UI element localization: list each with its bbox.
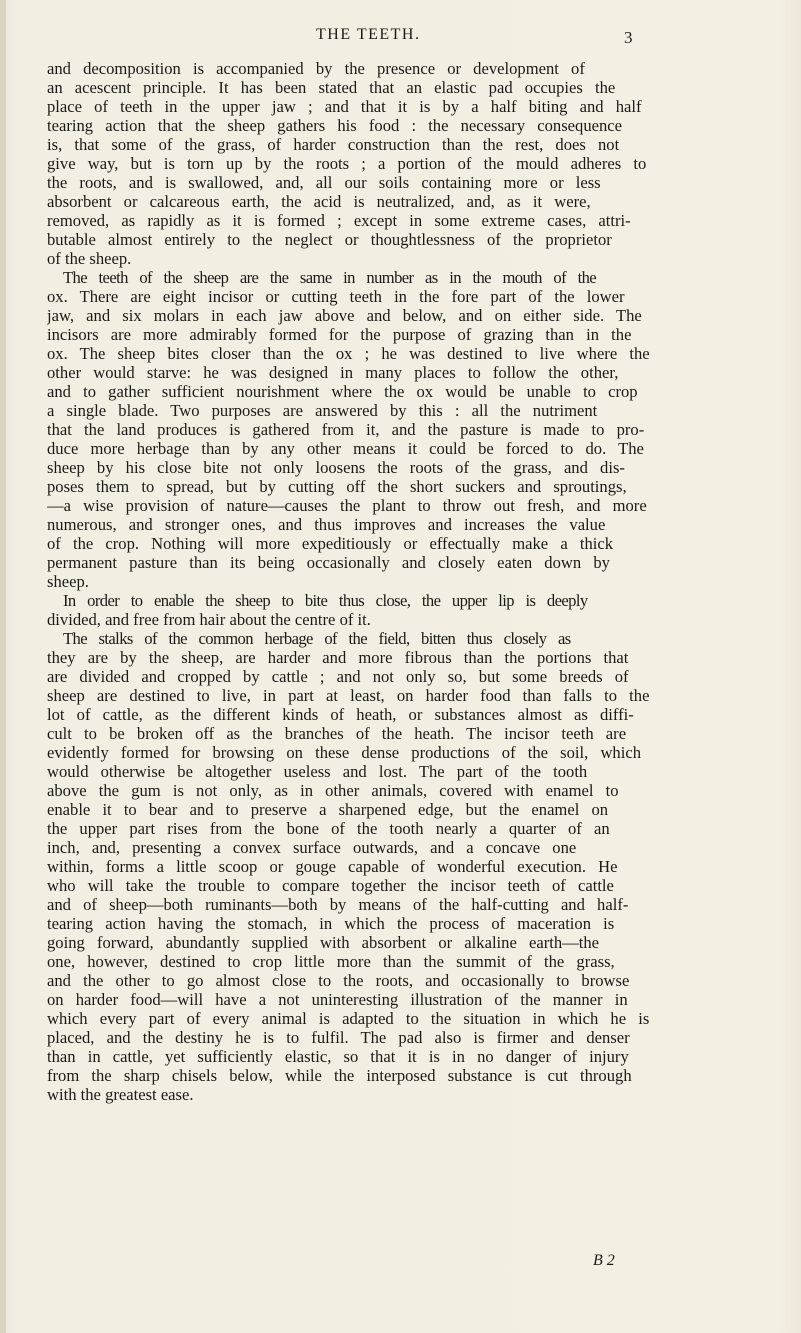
text-line: than in cattle, yet sufficiently elastic, so that it is in no danger of injury [47,1047,629,1066]
text-line: place of teeth in the upper jaw ; and that it is by a half biting and half [47,97,642,116]
text-line: ox. There are eight incisor or cutting teeth in the fore part of the lower [47,287,625,306]
page-number: 3 [624,28,633,47]
text-line: of the crop. Nothing will more expeditiously or effectually make a thick [47,534,614,553]
text-line: that the land produces is gathered from it, and the pasture is made to pro- [47,420,645,439]
text-line: tearing action having the stomach, in which the process of maceration is [47,914,615,933]
text-line: on harder food—will have a not uninteresting illustration of the manner in [47,990,628,1009]
running-head-title: THE TEETH. [316,26,421,43]
text-line: absorbent or calcareous earth, the acid is neutralized, and, as it were, [47,192,591,211]
text-line: they are by the sheep, are harder and more fibrous than the portions that [47,648,629,667]
text-line: duce more herbage than by any other means it could be forced to do. The [47,439,644,458]
text-line: give way, but is torn up by the roots ; a portion of the mould adheres to [47,154,647,173]
text-line: cult to be broken off as the branches of the heath. The incisor teeth are [47,724,627,743]
text-line: The stalks of the common herbage of the field, bitten thus closely as [63,629,571,648]
page-gutter [0,0,6,1333]
body-text [47,59,783,1104]
text-line: The teeth of the sheep are the same in number as in the mouth of the [63,268,597,287]
text-line: placed, and the destiny he is to fulfil. The pad also is firmer and denser [47,1028,630,1047]
text-line: one, however, destined to crop little more than the summit of the grass, [47,952,615,971]
text-line: other would starve: he was designed in many places to follow the other, [47,363,619,382]
text-line: butable almost entirely to the neglect or thoughtlessness of the proprietor [47,230,612,249]
text-line: and to gather sufficient nourishment where the ox would be unable to crop [47,382,638,401]
text-line: of the sheep. [47,249,132,268]
text-line: ox. The sheep bites closer than the ox ; he was destined to live where the [47,344,650,363]
text-line: In order to enable the sheep to bite thus close, the upper lip is deeply [63,591,588,610]
text-line: going forward, abundantly supplied with absorbent or alkaline earth—the [47,933,600,952]
text-line: incisors are more admirably formed for the purpose of grazing than in the [47,325,632,344]
text-line: tearing action that the sheep gathers his food : the necessary consequence [47,116,623,135]
text-line: inch, and, presenting a convex surface outwards, and a concave one [47,838,577,857]
text-line: sheep. [47,572,89,591]
text-line: and of sheep—both ruminants—both by means of the half-cutting and half- [47,895,629,914]
text-line: are divided and cropped by cattle ; and not only so, but some breeds of [47,667,629,686]
text-line: and decomposition is accompanied by the presence or development of [47,59,585,78]
text-line: within, forms a little scoop or gouge capable of wonderful execution. He [47,857,618,876]
text-line: and the other to go almost close to the roots, and occasionally to browse [47,971,630,990]
text-line: sheep by his close bite not only loosens the roots of the grass, and dis- [47,458,625,477]
text-line: the upper part rises from the bone of the tooth nearly a quarter of an [47,819,610,838]
text-line: is, that some of the grass, of harder construction than the rest, does not [47,135,620,154]
text-line: above the gum is not only, as in other animals, covered with enamel to [47,781,619,800]
text-line: an acescent principle. It has been stated that an elastic pad occupies the [47,78,616,97]
text-line: permanent pasture than its being occasionally and closely eaten down by [47,553,610,572]
text-line: from the sharp chisels below, while the interposed substance is cut through [47,1066,632,1085]
text-line: evidently formed for browsing on these dense productions of the soil, which [47,743,642,762]
text-line: divided, and free from hair about the centre of it. [47,610,371,629]
text-line: removed, as rapidly as it is formed ; except in some extreme cases, attri- [47,211,631,230]
text-line: which every part of every animal is adapted to the situation in which he is [47,1009,650,1028]
running-head [0,26,801,56]
text-line: a single blade. Two purposes are answered by this : all the nutriment [47,401,598,420]
text-line: poses them to spread, but by cutting off the short suckers and sproutings, [47,477,627,496]
text-line: enable it to bear and to preserve a sharpened edge, but the enamel on [47,800,609,819]
text-line: sheep are destined to live, in part at least, on harder food than falls to the [47,686,650,705]
text-line: who will take the trouble to compare together the incisor teeth of cattle [47,876,614,895]
printer-signature-mark: B 2 [593,1252,615,1269]
text-line: would otherwise be altogether useless and lost. The part of the tooth [47,762,588,781]
text-line: with the greatest ease. [47,1085,194,1104]
text-line: lot of cattle, as the different kinds of heath, or substances almost as diffi- [47,705,634,724]
text-line: —a wise provision of nature—causes the plant to throw out fresh, and more [47,496,647,515]
text-line: numerous, and stronger ones, and thus improves and increases the value [47,515,606,534]
text-line: jaw, and six molars in each jaw above and below, and on either side. The [47,306,642,325]
text-line: the roots, and is swallowed, and, all our soils containing more or less [47,173,601,192]
